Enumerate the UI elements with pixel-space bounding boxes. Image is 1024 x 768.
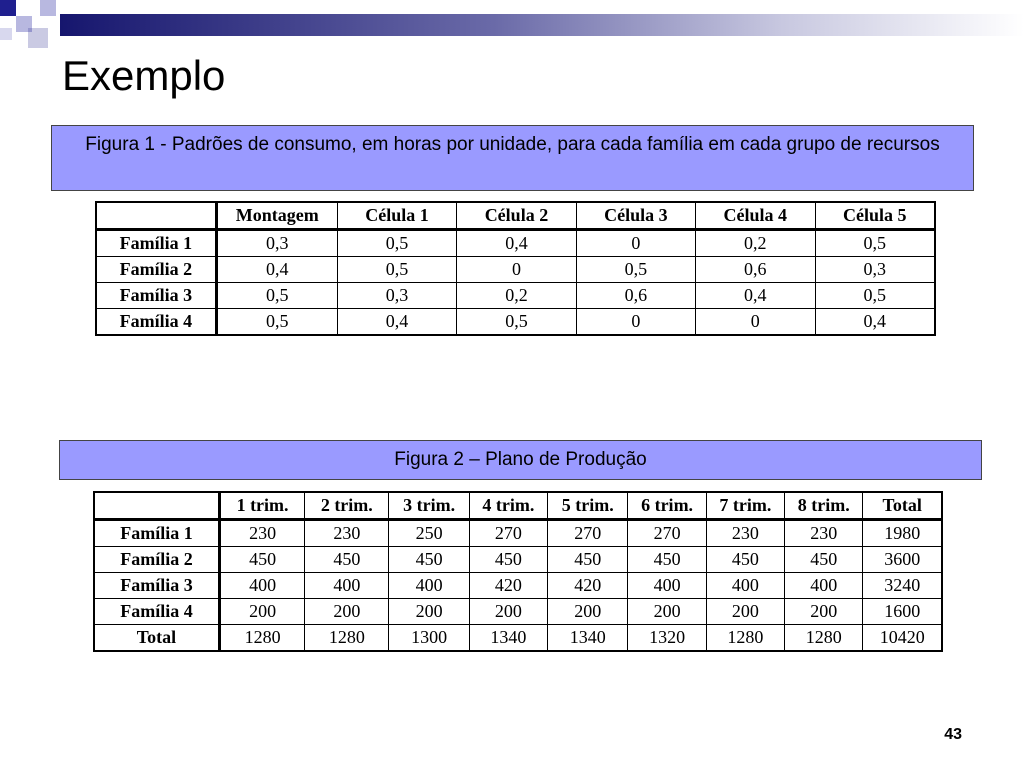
table-cell: 200 bbox=[389, 599, 469, 625]
table-cell: 250 bbox=[389, 520, 469, 547]
table-cell: 0,6 bbox=[576, 283, 695, 309]
table-cell: 400 bbox=[706, 573, 784, 599]
table-cell: 200 bbox=[628, 599, 706, 625]
table-cell: 0 bbox=[696, 309, 815, 336]
corner-cell bbox=[94, 492, 219, 520]
table-row bbox=[96, 309, 935, 336]
table-cell: 0,3 bbox=[815, 257, 935, 283]
table-cell: 0,4 bbox=[337, 309, 456, 336]
table-cell: 0,5 bbox=[815, 283, 935, 309]
table-cell: 0,5 bbox=[337, 257, 456, 283]
column-header: 5 trim. bbox=[548, 492, 628, 520]
table-cell: 450 bbox=[548, 547, 628, 573]
table-cell: 10420 bbox=[863, 625, 942, 652]
table-cell: 0,3 bbox=[216, 230, 337, 257]
table-cell: 0,2 bbox=[457, 283, 576, 309]
table-row bbox=[96, 257, 935, 283]
row-header: Família 4 bbox=[94, 599, 219, 625]
table-cell: 450 bbox=[706, 547, 784, 573]
table-cell: 1320 bbox=[628, 625, 706, 652]
column-header: 3 trim. bbox=[389, 492, 469, 520]
table-cell: 1280 bbox=[305, 625, 389, 652]
column-header: 8 trim. bbox=[785, 492, 863, 520]
table-cell: 0 bbox=[576, 230, 695, 257]
table-cell: 0,5 bbox=[457, 309, 576, 336]
figure2-caption: Figura 2 – Plano de Produção bbox=[59, 440, 982, 480]
column-header: Total bbox=[863, 492, 942, 520]
table-cell: 420 bbox=[469, 573, 547, 599]
table-cell: 400 bbox=[305, 573, 389, 599]
table-cell: 270 bbox=[628, 520, 706, 547]
table-header-row bbox=[94, 492, 942, 520]
decor-square bbox=[40, 0, 56, 16]
table-cell: 1340 bbox=[469, 625, 547, 652]
column-header: 1 trim. bbox=[219, 492, 304, 520]
page-number: 43 bbox=[944, 726, 962, 743]
table-cell: 270 bbox=[548, 520, 628, 547]
table-cell: 0,4 bbox=[216, 257, 337, 283]
column-header: Célula 1 bbox=[337, 202, 456, 230]
decor-square bbox=[0, 28, 12, 40]
table-cell: 0 bbox=[457, 257, 576, 283]
column-header: 7 trim. bbox=[706, 492, 784, 520]
corner-cell bbox=[96, 202, 216, 230]
table-cell: 400 bbox=[219, 573, 304, 599]
table-cell: 200 bbox=[706, 599, 784, 625]
table-cell: 1600 bbox=[863, 599, 942, 625]
row-header: Família 2 bbox=[96, 257, 216, 283]
table-cell: 230 bbox=[305, 520, 389, 547]
table-cell: 1280 bbox=[706, 625, 784, 652]
table-cell: 230 bbox=[219, 520, 304, 547]
table-cell: 0,5 bbox=[815, 230, 935, 257]
column-header: 4 trim. bbox=[469, 492, 547, 520]
table-cell: 450 bbox=[389, 547, 469, 573]
table-cell: 3600 bbox=[863, 547, 942, 573]
table-cell: 0,3 bbox=[337, 283, 456, 309]
column-header: Célula 3 bbox=[576, 202, 695, 230]
table-cell: 230 bbox=[706, 520, 784, 547]
column-header: Célula 4 bbox=[696, 202, 815, 230]
table-cell: 3240 bbox=[863, 573, 942, 599]
table-cell: 270 bbox=[469, 520, 547, 547]
table-cell: 450 bbox=[219, 547, 304, 573]
table-cell: 0,4 bbox=[696, 283, 815, 309]
table-cell: 200 bbox=[469, 599, 547, 625]
table-cell: 1300 bbox=[389, 625, 469, 652]
table-cell: 1980 bbox=[863, 520, 942, 547]
row-header: Família 4 bbox=[96, 309, 216, 336]
table-cell: 1280 bbox=[785, 625, 863, 652]
table-row bbox=[94, 573, 942, 599]
table-cell: 0,6 bbox=[696, 257, 815, 283]
table-cell: 450 bbox=[785, 547, 863, 573]
table-cell: 230 bbox=[785, 520, 863, 547]
row-header: Família 3 bbox=[96, 283, 216, 309]
row-header: Família 2 bbox=[94, 547, 219, 573]
table-row bbox=[94, 520, 942, 547]
table-cell: 450 bbox=[469, 547, 547, 573]
figure1-caption: Figura 1 - Padrões de consumo, em horas por unidade, para cada família em cada grupo de recursos bbox=[51, 125, 974, 191]
column-header: Célula 5 bbox=[815, 202, 935, 230]
table-cell: 200 bbox=[219, 599, 304, 625]
column-header: 6 trim. bbox=[628, 492, 706, 520]
table-cell: 420 bbox=[548, 573, 628, 599]
table-cell: 0,5 bbox=[216, 283, 337, 309]
table-cell: 200 bbox=[785, 599, 863, 625]
table-cell: 1340 bbox=[548, 625, 628, 652]
table-cell: 400 bbox=[785, 573, 863, 599]
row-header: Família 1 bbox=[94, 520, 219, 547]
column-header: Célula 2 bbox=[457, 202, 576, 230]
table-cell: 0,5 bbox=[576, 257, 695, 283]
table-cell: 0 bbox=[576, 309, 695, 336]
table-cell: 200 bbox=[305, 599, 389, 625]
decor-square bbox=[0, 0, 16, 16]
table-header-row bbox=[96, 202, 935, 230]
table-cell: 0,5 bbox=[216, 309, 337, 336]
row-header: Família 3 bbox=[94, 573, 219, 599]
table-row bbox=[94, 599, 942, 625]
column-header: Montagem bbox=[216, 202, 337, 230]
row-header: Total bbox=[94, 625, 219, 652]
decor-square bbox=[28, 28, 48, 48]
table-cell: 200 bbox=[548, 599, 628, 625]
table-cell: 400 bbox=[628, 573, 706, 599]
column-header: 2 trim. bbox=[305, 492, 389, 520]
slide-title: Exemplo bbox=[62, 52, 226, 99]
table-cell: 0,4 bbox=[457, 230, 576, 257]
table-row bbox=[94, 625, 942, 652]
table-cell: 450 bbox=[305, 547, 389, 573]
row-header: Família 1 bbox=[96, 230, 216, 257]
table-cell: 0,4 bbox=[815, 309, 935, 336]
table-cell: 0,5 bbox=[337, 230, 456, 257]
table-row bbox=[96, 283, 935, 309]
table-row bbox=[96, 230, 935, 257]
production-plan-table bbox=[93, 491, 943, 652]
consumption-table bbox=[95, 201, 936, 336]
table-cell: 0,2 bbox=[696, 230, 815, 257]
table-cell: 400 bbox=[389, 573, 469, 599]
table-row bbox=[94, 547, 942, 573]
table-cell: 450 bbox=[628, 547, 706, 573]
header-gradient-bar bbox=[60, 14, 1024, 36]
table-cell: 1280 bbox=[219, 625, 304, 652]
